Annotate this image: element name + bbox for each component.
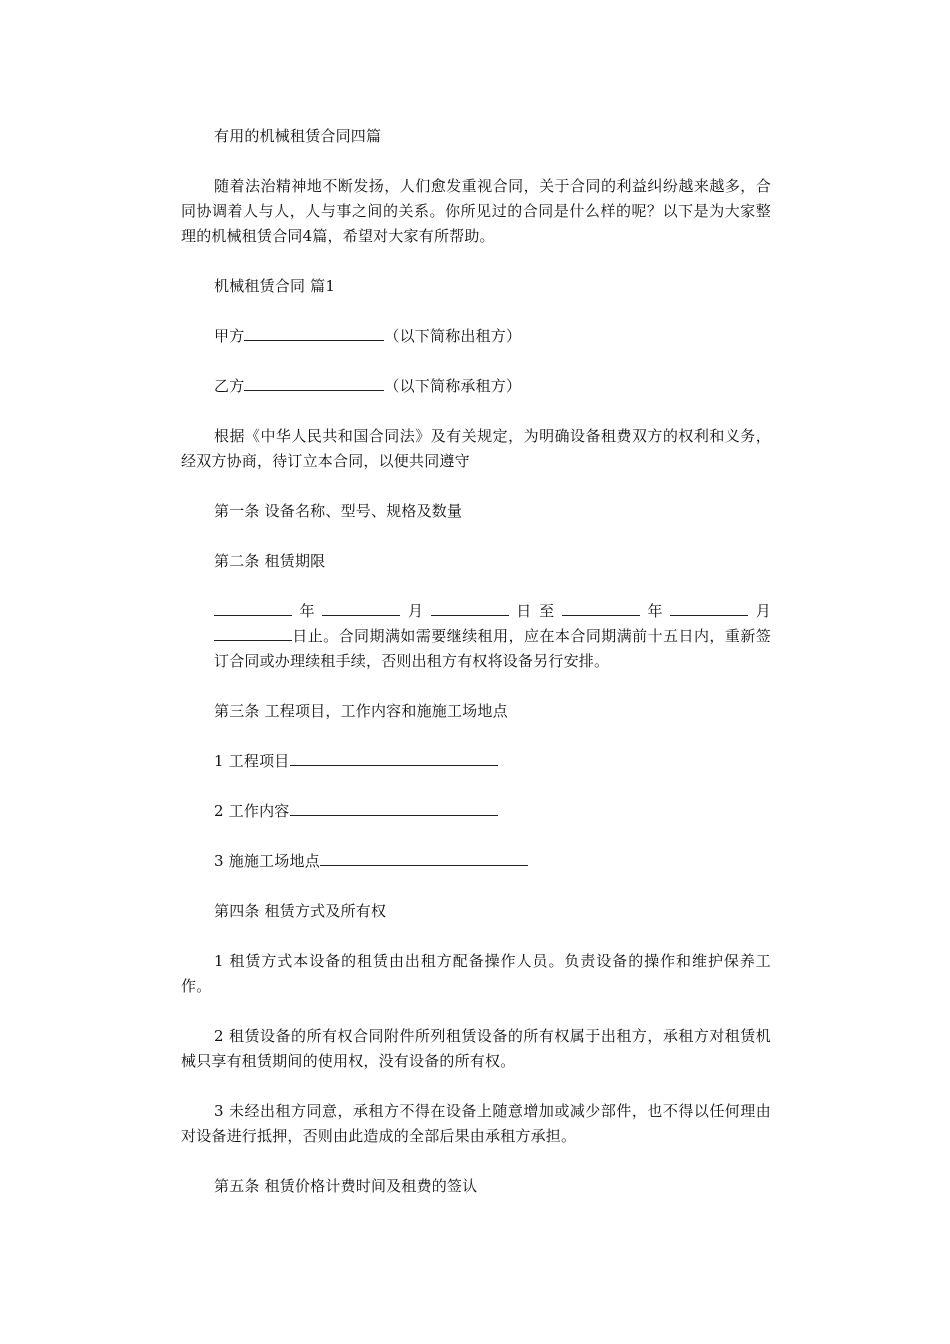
item-3-2-label: 2 工作内容: [214, 802, 290, 820]
article-3-item-2: [181, 799, 771, 824]
site-blank: [320, 850, 528, 866]
end-year-blank: [562, 600, 640, 616]
project-blank: [290, 750, 498, 766]
end-month-blank: [670, 600, 748, 616]
end-day-blank: [214, 625, 292, 641]
preamble-paragraph: 根据《中华人民共和国合同法》及有关规定，为明确设备租费双方的权利和义务，经双方协商，待订立本合同，以便共同遵守: [181, 427, 771, 470]
party-a-blank: [244, 325, 384, 341]
lease-term-text: 日止。合同期满如需要继续租用，应在本合同期满前十五日内，重新签订合同或办理续租手续，否则出租方有权将设备另行安排。: [214, 627, 771, 670]
article-1-heading: 第一条 设备名称、型号、规格及数量: [214, 502, 463, 520]
party-a-note: （以下简称出租方）: [384, 327, 522, 345]
article-3-item-1: [181, 749, 771, 774]
document-page: [181, 124, 771, 1224]
article-4-heading: 第四条 租赁方式及所有权: [214, 902, 387, 920]
day-to-label: 日至: [508, 602, 562, 620]
article-2-heading: 第二条 租赁期限: [214, 552, 326, 570]
start-month-label: 月: [400, 602, 431, 620]
start-day-blank: [431, 600, 509, 616]
article-5-heading: 第五条 租赁价格计费时间及租费的签认: [214, 1177, 478, 1195]
article-3-heading: 第三条 工程项目，工作内容和施施工场地点: [214, 702, 508, 720]
section-title: 机械租赁合同 篇1: [214, 277, 336, 295]
party-a-line: [181, 324, 771, 349]
party-b-line: [181, 374, 771, 399]
end-year-label: 年: [639, 602, 671, 620]
start-year-label: 年: [292, 602, 323, 620]
work-content-blank: [290, 800, 498, 816]
party-b-blank: [244, 375, 384, 391]
party-a-label: 甲方: [214, 327, 245, 345]
article-4-item-1: 1 租赁方式本设备的租赁由出租方配备操作人员。负责设备的操作和维护保养工作。: [181, 952, 771, 995]
article-4-item-3: 3 未经出租方同意，承租方不得在设备上随意增加或减少部件，也不得以任何理由对设备进行抵押，否则由此造成的全部后果由承租方承担。: [181, 1102, 771, 1145]
end-month-label: 月: [748, 602, 771, 620]
lease-term-paragraph: [181, 599, 771, 674]
party-b-label: 乙方: [214, 377, 245, 395]
item-3-1-label: 1 工程项目: [214, 752, 290, 770]
item-3-3-label: 3 施施工场地点: [214, 852, 320, 870]
party-b-note: （以下简称承租方）: [384, 377, 522, 395]
article-3-item-3: [181, 849, 771, 874]
article-4-item-2: 2 租赁设备的所有权合同附件所列租赁设备的所有权属于出租方，承租方对租赁机械只享有租赁期间的使用权，没有设备的所有权。: [181, 1027, 771, 1070]
start-year-blank: [214, 600, 292, 616]
intro-paragraph: 随着法治精神地不断发扬，人们愈发重视合同，关于合同的利益纠纷越来越多，合同协调着人与人，人与事之间的关系。你所见过的合同是什么样的呢？以下是为大家整理的机械租赁合同4篇，希望对大家有所帮助。: [181, 177, 771, 245]
document-title: 有用的机械租赁合同四篇: [214, 127, 382, 145]
start-month-blank: [322, 600, 400, 616]
